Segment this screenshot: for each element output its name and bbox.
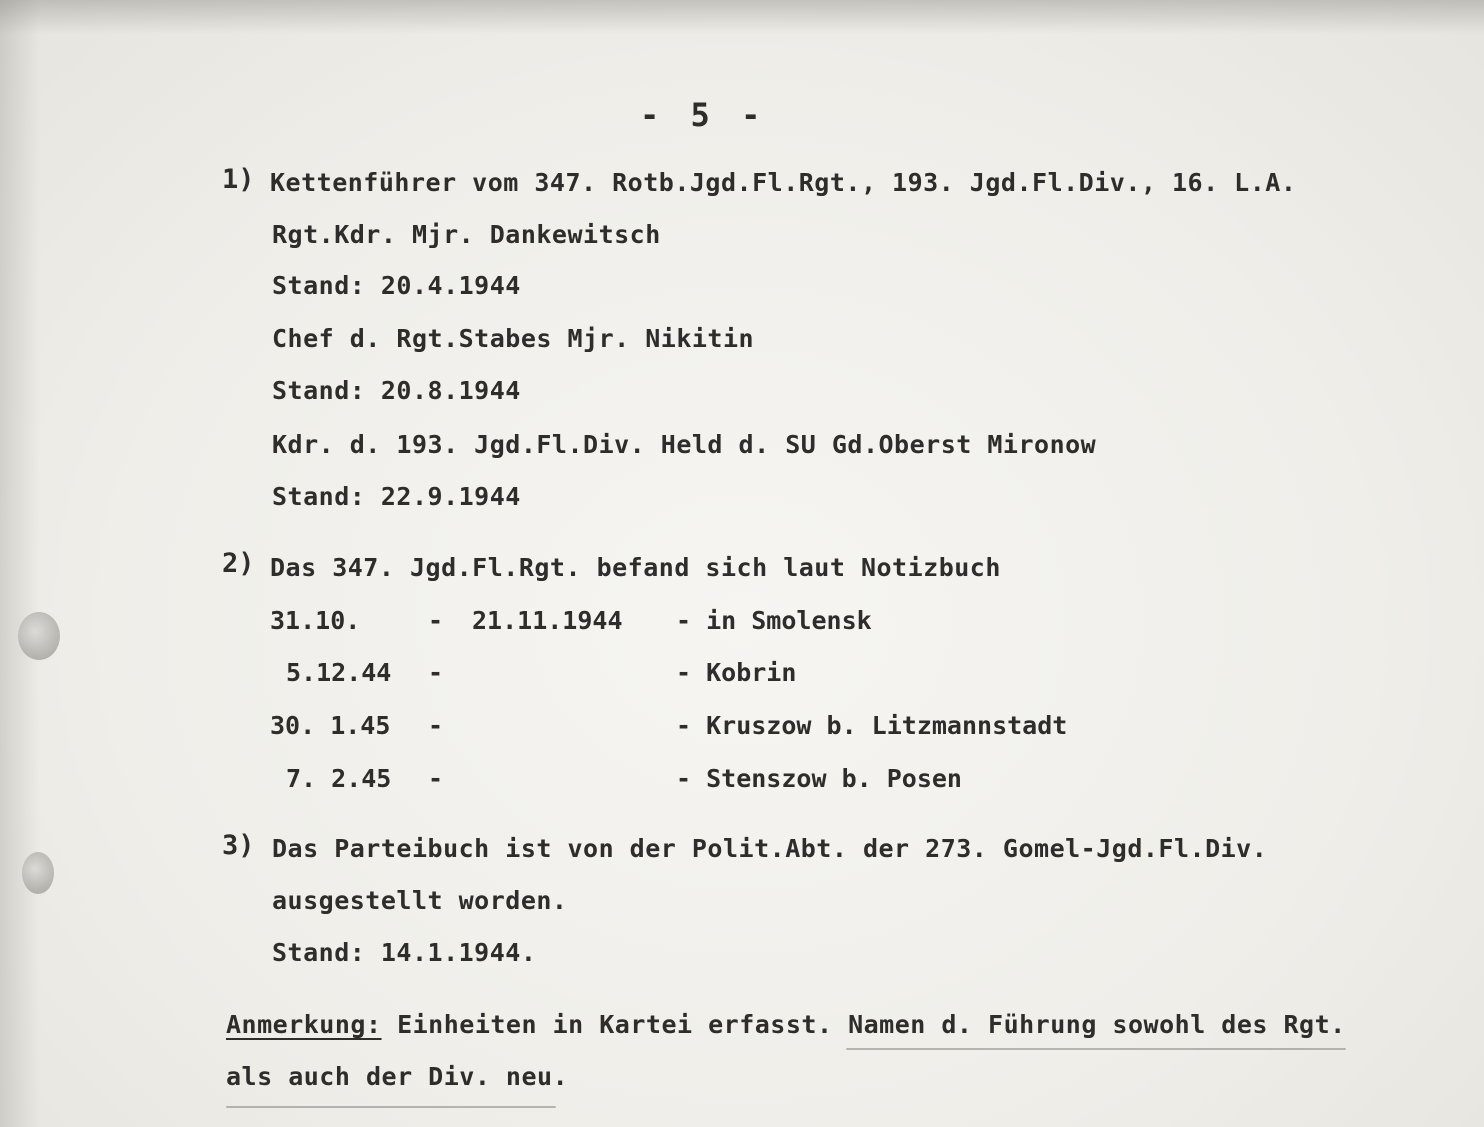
scan-shadow-left [0, 0, 40, 1127]
row-4-place: - Stenszow b. Posen [676, 764, 962, 793]
section-1-line-6: Kdr. d. 193. Jgd.Fl.Div. Held d. SU Gd.Oberst Mironow [272, 430, 1097, 459]
row-3-place: - Kruszow b. Litzmannstadt [676, 711, 1068, 740]
section-1-line-4: Chef d. Rgt.Stabes Mjr. Nikitin [272, 324, 755, 353]
punch-hole-top [18, 612, 60, 660]
section-1-line-3: Stand: 20.4.1944 [272, 271, 521, 300]
section-2-intro: Das 347. Jgd.Fl.Rgt. befand sich laut Notizbuch [270, 553, 1001, 582]
row-2-place: - Kobrin [676, 658, 797, 687]
section-2-number: 2) [222, 548, 255, 579]
row-2-from: 5.12.44 [286, 658, 392, 687]
row-2-dash: - [428, 658, 444, 687]
page-number: - 5 - [640, 96, 767, 134]
note-line-1 [226, 1012, 1346, 1037]
section-3-line-2: ausgestellt worden. [272, 886, 568, 915]
pencil-underline-1 [846, 1048, 1346, 1050]
row-4-from: 7. 2.45 [286, 764, 392, 793]
note-label: Anmerkung: [226, 1010, 382, 1039]
punch-hole-bottom [22, 852, 54, 894]
section-1-line-5: Stand: 20.8.1944 [272, 376, 521, 405]
pencil-underline-2 [226, 1106, 556, 1108]
section-1-line-1: Kettenführer vom 347. Rotb.Jgd.Fl.Rgt., 193. Jgd.Fl.Div., 16. L.A. [270, 168, 1297, 197]
section-3-line-1: Das Parteibuch ist von der Polit.Abt. der 273. Gomel-Jgd.Fl.Div. [272, 834, 1268, 863]
row-1-from: 31.10. [270, 606, 361, 635]
section-3-number: 3) [222, 830, 255, 861]
row-4-dash: - [428, 764, 444, 793]
row-3-dash: - [428, 711, 444, 740]
row-3-from: 30. 1.45 [270, 711, 391, 740]
note-text-1: Einheiten in Kartei erfasst. Namen d. Führung sowohl des Rgt. [397, 1010, 1346, 1039]
scan-shadow-top [0, 0, 1484, 34]
note-text-2: als auch der Div. neu. [226, 1062, 569, 1091]
section-3-line-3: Stand: 14.1.1944. [272, 938, 537, 967]
row-1-place: - in Smolensk [676, 606, 872, 635]
section-1-line-7: Stand: 22.9.1944 [272, 482, 521, 511]
section-1-number: 1) [222, 164, 255, 195]
section-1-line-2: Rgt.Kdr. Mjr. Dankewitsch [272, 220, 661, 249]
row-1-to: 21.11.1944 [472, 606, 623, 635]
row-1-dash: - [428, 606, 444, 635]
